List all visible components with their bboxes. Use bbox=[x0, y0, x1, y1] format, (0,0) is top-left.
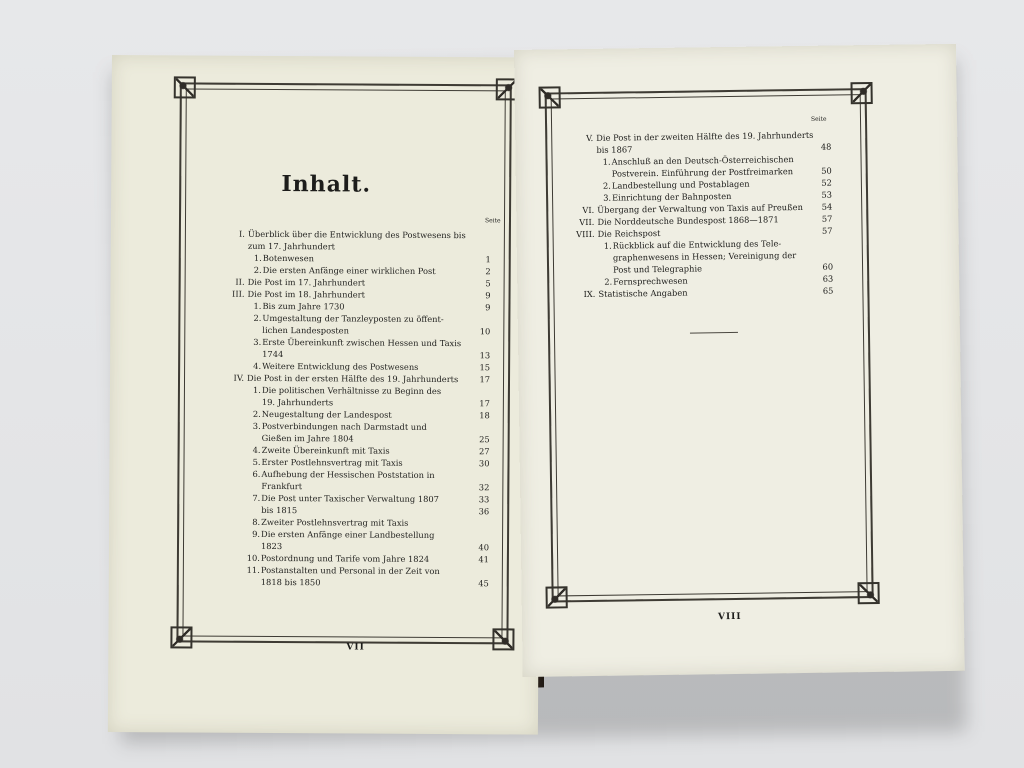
toc-entry-title: Zweite Übereinkunft mit Taxis bbox=[261, 444, 390, 456]
indent-spacer bbox=[222, 420, 246, 444]
toc-entry bbox=[221, 564, 489, 590]
toc-entry-page: 41 bbox=[478, 554, 489, 565]
toc-entry-title: Statistische Angaben bbox=[598, 287, 688, 299]
ornament-corner-icon bbox=[170, 626, 192, 648]
toc-entry-title: Die Norddeutsche Bundespost 1868—1871 bbox=[597, 214, 779, 227]
indent-spacer bbox=[222, 444, 246, 456]
toc-entry-title: Die politischen Verhältnisse zu Beginn des 19. Jahrhunderts bbox=[261, 384, 442, 408]
toc-entry bbox=[222, 312, 490, 338]
toc-entry-title: Landbestellung und Postablagen bbox=[611, 178, 750, 191]
indent-spacer bbox=[221, 564, 245, 588]
toc-entry-page: 25 bbox=[479, 434, 490, 445]
toc-entry-title: Rückblick auf die Entwicklung des Tele- graphenwesens in Hessen; Vereinigung der Post und Telegraphie bbox=[612, 238, 797, 275]
toc-entry-page: 15 bbox=[479, 362, 491, 373]
toc-entry-title: Weitere Entwicklung des Postwesens bbox=[262, 360, 419, 372]
toc-entry-number: 11. bbox=[246, 564, 260, 575]
toc-entry-title: Anschluß an den Deutsch-Österreichischen Postverein. Einführung der Postfreimarken bbox=[611, 154, 794, 179]
toc-entry-title: Zweiter Postlehnsvertrag mit Taxis bbox=[261, 516, 409, 528]
indent-spacer bbox=[221, 516, 245, 528]
toc-entry-page: 40 bbox=[478, 542, 490, 553]
toc-entry-title: Einrichtung der Bahnposten bbox=[612, 190, 732, 203]
toc-entry bbox=[573, 237, 833, 277]
toc-entry bbox=[571, 129, 831, 157]
ornament-corner-icon bbox=[539, 86, 561, 108]
toc-entry bbox=[221, 528, 489, 554]
indent-spacer bbox=[221, 468, 245, 492]
toc-entry-title: Postverbindungen nach Darmstadt und Gießen im Jahre 1804 bbox=[261, 420, 427, 444]
toc-entry-number: 3. bbox=[603, 192, 612, 203]
toc-entry-page: 63 bbox=[822, 273, 834, 284]
toc-entry-number: 2. bbox=[602, 180, 611, 191]
toc-entry-title: Neugestaltung der Landespost bbox=[261, 408, 392, 420]
toc-entry-page: 10 bbox=[479, 326, 491, 337]
toc-entry-number: 2. bbox=[604, 276, 613, 287]
toc-entry-number: IX. bbox=[583, 288, 596, 300]
toc-entry-page: 17 bbox=[479, 398, 490, 409]
indent-spacer bbox=[223, 252, 247, 264]
toc-entry-number: 9. bbox=[252, 528, 261, 539]
indent-spacer bbox=[571, 156, 595, 180]
toc-entry-page: 2 bbox=[485, 266, 491, 277]
toc-entry-page: 48 bbox=[820, 141, 832, 152]
toc-entry-title: Fernsprechwesen bbox=[613, 275, 688, 287]
toc-entry-number: 5. bbox=[252, 456, 261, 467]
indent-spacer bbox=[221, 528, 245, 552]
ornament-corner-icon bbox=[545, 586, 567, 608]
page-number: VII bbox=[346, 642, 365, 653]
indent-spacer bbox=[222, 300, 246, 312]
toc-entry-page: 54 bbox=[821, 201, 833, 212]
toc-entry bbox=[571, 153, 831, 181]
toc-entry bbox=[222, 336, 490, 362]
toc-entry-title: Die Post im 18. Jahrhundert bbox=[247, 288, 366, 300]
toc-entry bbox=[222, 384, 490, 410]
indent-spacer bbox=[222, 336, 246, 360]
toc-entry-number: 1. bbox=[602, 156, 611, 167]
toc-entry-page: 50 bbox=[821, 165, 832, 176]
toc-entry-page: 57 bbox=[821, 225, 833, 236]
page-title: Inhalt. bbox=[281, 171, 372, 198]
toc-entry-number: 1. bbox=[253, 252, 262, 263]
toc-entry-number: VI. bbox=[582, 204, 595, 216]
page-number: VIII bbox=[717, 611, 742, 623]
toc-entry-number: 2. bbox=[252, 408, 261, 419]
indent-spacer bbox=[573, 240, 598, 276]
toc-entry-number: 3. bbox=[252, 420, 261, 431]
toc-entry-number: 4. bbox=[252, 444, 261, 455]
toc-entry-title: Die Post in der ersten Hälfte des 19. Jahrhunderts bbox=[246, 372, 459, 385]
indent-spacer bbox=[221, 492, 245, 516]
indent-spacer bbox=[221, 456, 245, 468]
toc-entry-title: Die Post unter Taxischer Verwaltung 1807 bis 1815 bbox=[261, 492, 440, 516]
indent-spacer bbox=[222, 408, 246, 420]
toc-entry-title: Bis zum Jahre 1730 bbox=[262, 300, 345, 312]
ornament-corner-icon bbox=[492, 628, 514, 650]
toc-entry-title: Aufhebung der Hessischen Poststation in Frankfurt bbox=[261, 468, 435, 492]
toc-entry-title: Die ersten Anfänge einer wirklichen Post bbox=[262, 264, 436, 276]
seite-label: Seite bbox=[484, 217, 501, 225]
toc-entry-page: 45 bbox=[478, 578, 489, 589]
toc-entry-title: Übergang der Verwaltung von Taxis auf Preußen bbox=[597, 201, 803, 215]
toc-entry-title: Die Post im 17. Jahrhundert bbox=[247, 276, 366, 288]
toc-entry-page: 9 bbox=[485, 290, 491, 301]
toc-entry-number: IV. bbox=[233, 372, 245, 383]
toc-entry-title: Die Reichspost bbox=[597, 227, 661, 239]
toc-entry-title: Die ersten Anfänge einer Landbestellung 1823 bbox=[260, 528, 435, 552]
toc-entry-number: VIII. bbox=[576, 228, 595, 240]
toc-entry-number: 1. bbox=[253, 384, 261, 395]
toc-entry-number: I. bbox=[238, 228, 245, 239]
toc-entry-page: 65 bbox=[822, 285, 834, 296]
seite-label: Seite bbox=[810, 115, 827, 123]
toc-entry-number: 2. bbox=[253, 312, 262, 323]
left-page bbox=[108, 55, 542, 735]
indent-spacer bbox=[222, 312, 246, 336]
indent-spacer bbox=[222, 360, 246, 372]
toc-entry-page: 18 bbox=[479, 410, 490, 421]
toc-entry-page: 52 bbox=[821, 177, 832, 188]
toc-entry-page: 27 bbox=[478, 446, 490, 457]
toc-entry-page: 5 bbox=[485, 278, 491, 289]
toc-entry-number: V. bbox=[585, 132, 594, 144]
toc-entry bbox=[223, 228, 491, 254]
toc-entry-number: 8. bbox=[252, 516, 261, 527]
toc-entry-page: 57 bbox=[821, 213, 833, 224]
toc-entry-number: 7. bbox=[252, 492, 261, 503]
toc-entry-title: Die Post in der zweiten Hälfte des 19. Jahrhunderts bis 1867 bbox=[596, 129, 814, 155]
ornament-corner-icon bbox=[174, 76, 196, 98]
indent-spacer bbox=[221, 552, 245, 564]
toc-entry-page: 33 36 bbox=[478, 494, 490, 517]
toc-entry-title: Postordnung und Tarife vom Jahre 1824 bbox=[260, 552, 430, 564]
ornament-corner-icon bbox=[850, 82, 872, 104]
indent-spacer bbox=[573, 276, 597, 288]
toc-entry-title: Überblick über die Entwicklung des Postwesens bis zum 17. Jahrhundert bbox=[247, 228, 466, 252]
toc-entry-number: 3. bbox=[253, 336, 262, 347]
ornament-corner-icon bbox=[857, 582, 879, 604]
toc-entry-page: 30 bbox=[478, 458, 490, 469]
toc-entry bbox=[221, 492, 489, 518]
toc-entry-number: VII. bbox=[579, 216, 595, 228]
toc-entry-number: 1. bbox=[253, 300, 262, 311]
toc-entry-number: 6. bbox=[252, 468, 261, 479]
toc-entry-page: 13 bbox=[479, 350, 491, 361]
indent-spacer bbox=[223, 264, 247, 276]
toc-entry-number: 1. bbox=[603, 240, 612, 251]
toc-entry bbox=[221, 468, 489, 494]
toc-entry-title: Postanstalten und Personal in der Zeit von 1818 bis 1850 bbox=[260, 564, 440, 588]
toc-entry-page: 53 bbox=[821, 189, 833, 200]
indent-spacer bbox=[572, 192, 596, 204]
toc-entry-number: III. bbox=[232, 288, 245, 299]
table-of-contents-left bbox=[221, 228, 491, 590]
table-of-contents-right bbox=[571, 129, 833, 301]
toc-entry-page: 17 bbox=[479, 374, 491, 385]
toc-entry-page: 32 bbox=[478, 482, 490, 493]
right-page bbox=[514, 44, 965, 677]
toc-entry-title: Umgestaltung der Tanzleyposten zu öffent- lichen Landesposten bbox=[262, 312, 444, 336]
toc-entry-title: Erste Übereinkunft zwischen Hessen und Taxis 1744 bbox=[262, 336, 462, 360]
toc-entry-title: Botenwesen bbox=[262, 252, 315, 264]
toc-entry-number: 4. bbox=[253, 360, 262, 371]
toc-entry-page: 1 bbox=[485, 254, 491, 265]
indent-spacer bbox=[222, 384, 246, 408]
toc-entry bbox=[222, 420, 490, 446]
toc-entry-page: 60 bbox=[822, 261, 834, 272]
indent-spacer bbox=[572, 180, 596, 192]
toc-entry-number: 10. bbox=[246, 552, 260, 563]
toc-entry-page: 9 bbox=[485, 302, 491, 313]
toc-entry-number: II. bbox=[235, 276, 245, 287]
toc-entry-number: 2. bbox=[253, 264, 262, 275]
toc-entry-title: Erster Postlehnsvertrag mit Taxis bbox=[261, 456, 403, 468]
